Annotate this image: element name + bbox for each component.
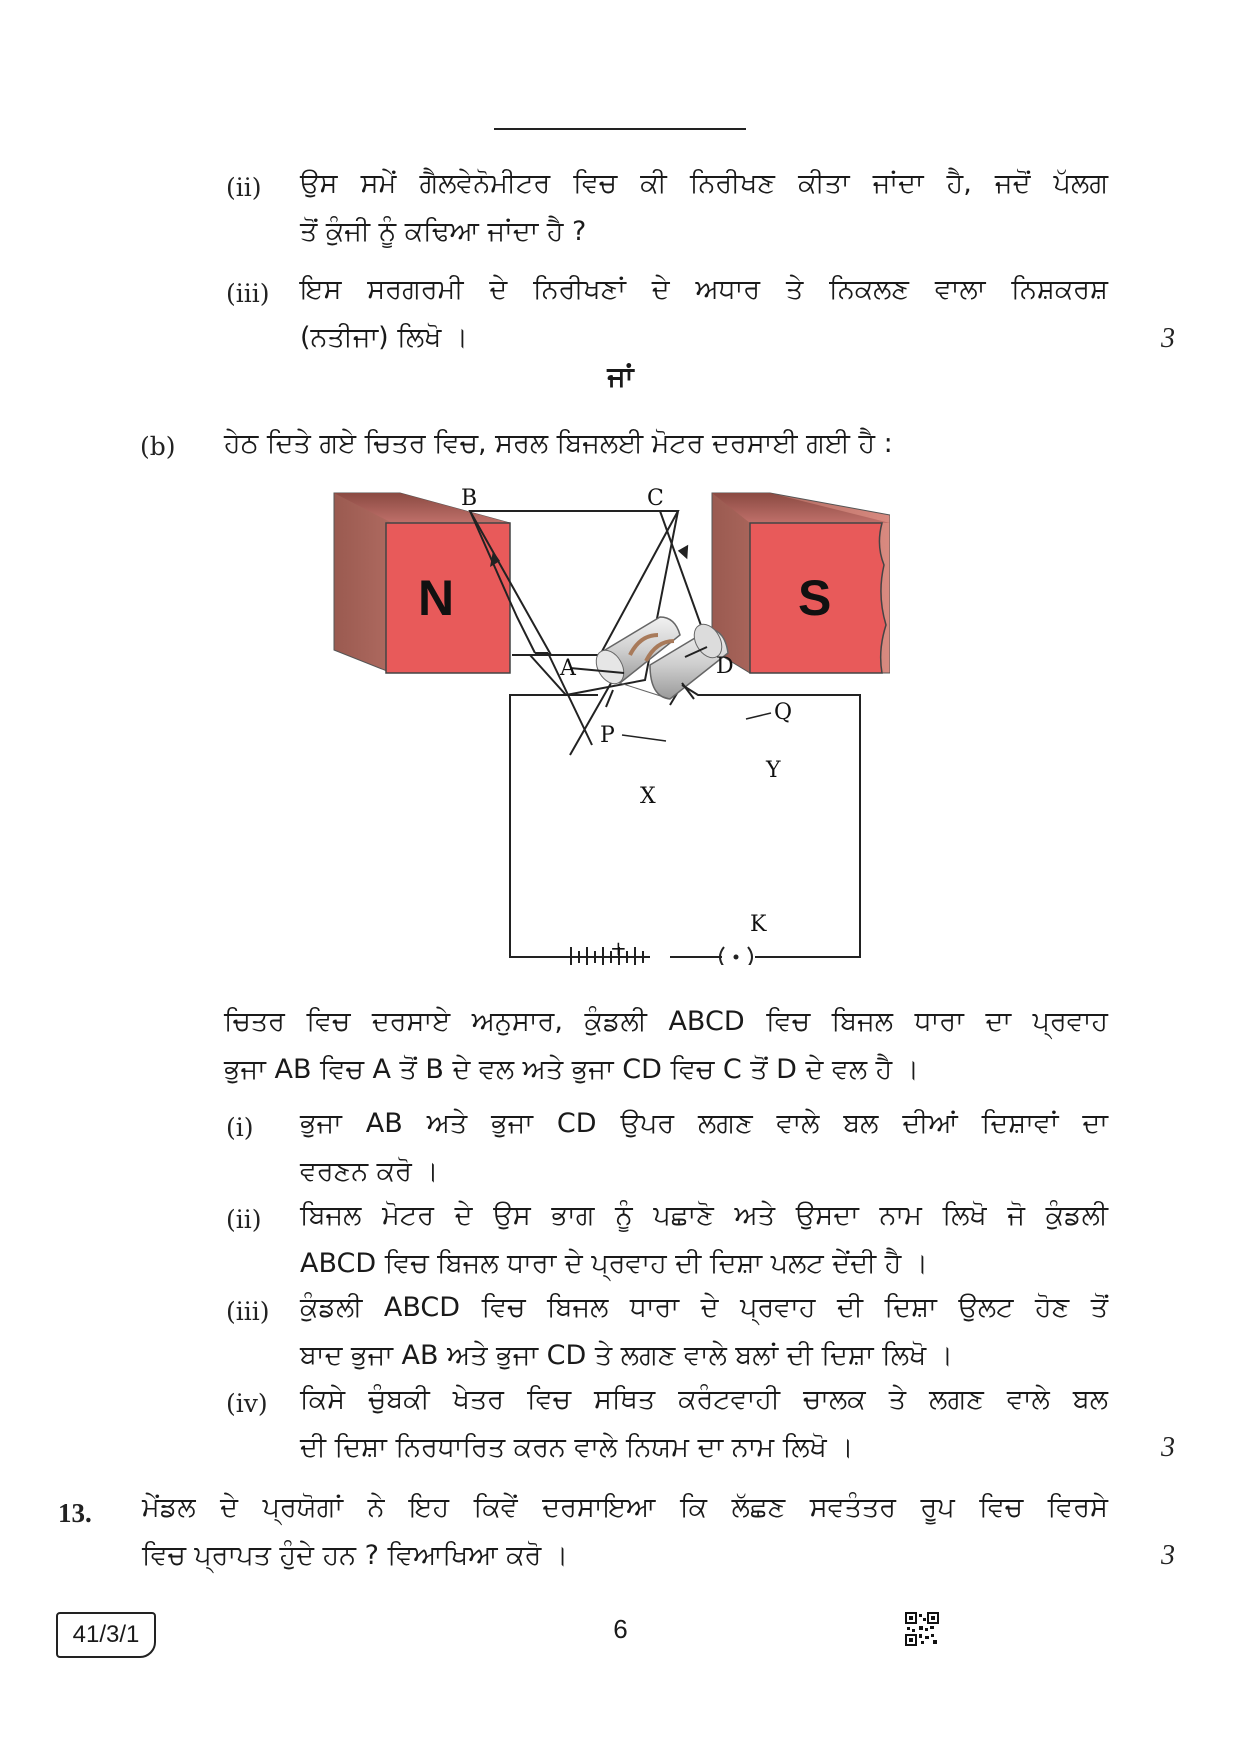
label-plus: + <box>610 936 627 960</box>
label-b: B <box>461 486 478 511</box>
subpart-label-ii: (ii) <box>226 1205 262 1234</box>
label-a: A <box>560 656 576 681</box>
text-line: ਦੀ ਦਿਸ਼ਾ ਨਿਰਧਾਰਿਤ ਕਰਨ ਵਾਲੇ ਨਿਯਮ ਦਾ ਨਾਮ ਲਿਖੋ । <box>300 1432 854 1463</box>
text-line: (ਨਤੀਜਾ) ਲਿਖੋ । <box>300 322 469 353</box>
text-line: ਉਸ ਸਮੇਂ ਗੈਲਵੇਨੋਮੀਟਰ ਵਿਚ ਕੀ ਨਿਰੀਖਣ ਕੀਤਾ ਜਾਂਦਾ ਹੈ, ਜਦੋਂ ਪੱਲਗ <box>300 168 1108 199</box>
question-number: 13. <box>58 1498 92 1528</box>
electric-motor-diagram <box>330 485 890 965</box>
label-y: Y <box>766 758 781 783</box>
subpart-label-iii: (iii) <box>226 279 270 308</box>
text-line: ਇਸ ਸਰਗਰਮੀ ਦੇ ਨਿਰੀਖਣਾਂ ਦੇ ਅਧਾਰ ਤੇ ਨਿਕਲਣ ਵਾਲਾ ਨਿਸ਼ਕਰਸ਼ <box>300 274 1108 305</box>
question-13-text <box>142 1484 1108 1580</box>
marks-value: 3 <box>1161 323 1175 354</box>
label-k: K <box>750 912 767 937</box>
subpart-label-i: (i) <box>226 1113 254 1142</box>
text-line: ਕਿਸੇ ਚੁੰਬਕੀ ਖੇਤਰ ਵਿਚ ਸਥਿਤ ਕਰੰਟਵਾਹੀ ਚਾਲਕ ਤੇ ਲਗਣ ਵਾਲੇ ਬਲ <box>300 1384 1108 1415</box>
marks-value: 3 <box>1161 1432 1175 1463</box>
label-x: X <box>640 784 656 809</box>
text-line: ਵਿਚ ਪ੍ਰਾਪਤ ਹੁੰਦੇ ਹਨ ? ਵਿਆਖਿਆ ਕਰੋ । <box>142 1540 569 1571</box>
plug-key <box>720 947 752 965</box>
label-d: D <box>716 654 734 679</box>
text-line: ਬਾਦ ਭੁਜਾ AB ਅਤੇ ਭੁਜਾ CD ਤੇ ਲਗਣ ਵਾਲੇ ਬਲਾਂ ਦੀ ਦਿਸ਼ਾ ਲਿਖੋ । <box>300 1340 954 1371</box>
subpart-label-iii: (iii) <box>226 1297 270 1326</box>
subpart-iii-text <box>300 266 1108 362</box>
part-b-label: (b) <box>140 432 176 461</box>
text-line: ਵਰਣਨ ਕਰੋ । <box>300 1156 439 1187</box>
part-b-intro <box>224 420 1108 468</box>
text-line: ਚਿਤਰ ਵਿਚ ਦਰਸਾਏ ਅਨੁਸਾਰ, ਕੁੰਡਲੀ ABCD ਵਿਚ ਬਿਜਲ ਧਾਰਾ ਦਾ ਪ੍ਰਵਾਹ <box>224 1006 1108 1037</box>
magnet-south-label: S <box>798 570 832 626</box>
text-line: ABCD ਵਿਚ ਬਿਜਲ ਧਾਰਾ ਦੇ ਪ੍ਰਵਾਹ ਦੀ ਦਿਸ਼ਾ ਪਲਟ ਦੇਂਦੀ ਹੈ । <box>300 1248 929 1279</box>
label-q: Q <box>774 700 793 725</box>
subpart-b-ii-text <box>300 1192 1108 1288</box>
text-line: ਤੋਂ ਕੁੰਜੀ ਨੂੰ ਕਢਿਆ ਜਾਂਦਾ ਹੈ ? <box>300 216 587 247</box>
subpart-ii-text <box>300 160 1108 256</box>
external-circuit <box>510 647 860 957</box>
qr-code-icon <box>905 1612 939 1646</box>
label-c: C <box>647 486 664 511</box>
subpart-b-i-text <box>300 1100 1108 1196</box>
text-line: ਹੇਠ ਦਿਤੇ ਗਏ ਚਿਤਰ ਵਿਚ, ਸਰਲ ਬਿਜਲਈ ਮੋਟਰ ਦਰਸਾਈ ਗਈ ਹੈ : <box>224 428 893 459</box>
magnet-north <box>334 493 510 673</box>
text-line: ਭੁਜਾ AB ਅਤੇ ਭੁਜਾ CD ਉਪਰ ਲਗਣ ਵਾਲੇ ਬਲ ਦੀਆਂ ਦਿਸ਼ਾਵਾਂ ਦਾ <box>300 1108 1108 1139</box>
subpart-label-iv: (iv) <box>226 1389 268 1418</box>
magnet-north-label: N <box>418 570 455 626</box>
text-line: ਬਿਜਲ ਮੋਟਰ ਦੇ ਉਸ ਭਾਗ ਨੂੰ ਪਛਾਣੋ ਅਤੇ ਉਸਦਾ ਨਾਮ ਲਿਖੋ ਜੋ ਕੁੰਡਲੀ <box>300 1200 1108 1231</box>
current-arrow-cd <box>678 545 694 561</box>
subpart-label-ii: (ii) <box>226 173 262 202</box>
text-line: ਭੁਜਾ AB ਵਿਚ A ਤੋਂ B ਦੇ ਵਲ ਅਤੇ ਭੁਜਾ CD ਵਿਚ C ਤੋਂ D ਦੇ ਵਲ ਹੈ । <box>224 1054 920 1085</box>
top-separator-line <box>494 128 746 130</box>
part-b-description <box>224 998 1108 1094</box>
or-separator: ਜਾਂ <box>607 360 634 393</box>
magnet-south <box>712 493 890 673</box>
text-line: ਮੇਂਡਲ ਦੇ ਪ੍ਰਯੋਗਾਂ ਨੇ ਇਹ ਕਿਵੇਂ ਦਰਸਾਇਆ ਕਿ ਲੱਛਣ ਸਵਤੰਤਰ ਰੂਪ ਵਿਚ ਵਿਰਸੇ <box>142 1492 1108 1523</box>
label-p: P <box>600 723 615 748</box>
paper-code-box: 41/3/1 <box>56 1612 156 1658</box>
subpart-b-iv-text <box>300 1376 1108 1472</box>
page-number: 6 <box>613 1614 628 1644</box>
marks-value: 3 <box>1161 1540 1175 1571</box>
text-line: ਕੁੰਡਲੀ ABCD ਵਿਚ ਬਿਜਲ ਧਾਰਾ ਦੇ ਪ੍ਰਵਾਹ ਦੀ ਦਿਸ਼ਾ ਉਲਟ ਹੋਣ ਤੋਂ <box>300 1292 1108 1323</box>
subpart-b-iii-text <box>300 1284 1108 1380</box>
